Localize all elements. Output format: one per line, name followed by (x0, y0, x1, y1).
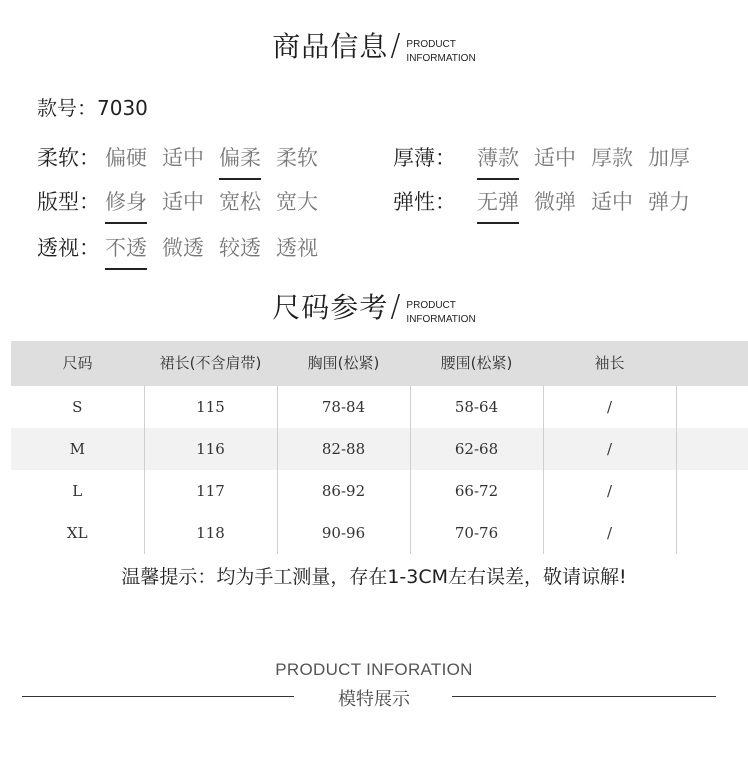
cell-waist: 58-64 (410, 386, 543, 428)
cell-size: M (11, 428, 144, 470)
cell-bust: 78-84 (277, 386, 410, 428)
product-info-heading (0, 24, 748, 66)
col-header-empty (676, 341, 748, 386)
cell-empty (676, 428, 748, 470)
col-header-bust: 胸围(松紧) (277, 341, 410, 386)
attr-option: 宽大 (276, 190, 318, 214)
attr-option-selected: 无弹 (477, 186, 519, 216)
title-slash: / (390, 288, 401, 324)
product-info-title: 商品信息 (272, 30, 389, 63)
cell-empty (676, 512, 748, 554)
attr-option-selected: 薄款 (477, 142, 519, 172)
table-row (11, 470, 748, 512)
cell-sleeve: / (543, 512, 676, 554)
cell-bust: 82-88 (277, 428, 410, 470)
attr-option: 微弹 (534, 190, 576, 214)
attr-option-selected: 偏柔 (219, 142, 261, 172)
col-header-waist: 腰围(松紧) (410, 341, 543, 386)
cell-empty (676, 386, 748, 428)
footer-title-en: PRODUCT INFORATION (275, 660, 473, 679)
attr-option: 弹力 (648, 190, 690, 214)
attr-option: 适中 (591, 190, 633, 214)
attr-softness (37, 142, 333, 182)
attr-option: 加厚 (648, 146, 690, 170)
attr-label: 弹性： (393, 190, 456, 214)
cell-sleeve: / (543, 428, 676, 470)
attr-option: 适中 (534, 146, 576, 170)
cell-sleeve: / (543, 470, 676, 512)
col-header-size: 尺码 (11, 341, 144, 386)
attr-label: 厚薄： (393, 146, 456, 170)
attr-option: 适中 (162, 190, 204, 214)
cell-bust: 86-92 (277, 470, 410, 512)
attr-thickness (393, 142, 705, 182)
attr-option: 宽松 (219, 190, 261, 214)
product-info-subtitle: PRODUCT INFORMATION (406, 39, 476, 64)
col-header-sleeve: 袖长 (543, 341, 676, 386)
cell-sleeve: / (543, 386, 676, 428)
measurement-tip: 温馨提示：均为手工测量，存在1-3CM左右误差，敬请谅解! (121, 566, 627, 588)
size-ref-title: 尺码参考 (272, 291, 389, 324)
attr-label: 柔软： (37, 146, 100, 170)
attr-option: 厚款 (591, 146, 633, 170)
size-table (11, 341, 748, 554)
cell-bust: 90-96 (277, 512, 410, 554)
cell-size: XL (11, 512, 144, 554)
title-slash: / (390, 27, 401, 63)
table-row (11, 428, 748, 470)
table-row (11, 512, 748, 554)
footer-divider-right (452, 696, 716, 697)
cell-waist: 70-76 (410, 512, 543, 554)
cell-length: 115 (144, 386, 277, 428)
size-ref-heading (0, 285, 748, 327)
attr-option: 适中 (162, 146, 204, 170)
attr-option: 较透 (219, 236, 261, 260)
attr-fit (37, 186, 333, 226)
cell-waist: 66-72 (410, 470, 543, 512)
attr-option: 微透 (162, 236, 204, 260)
attr-label: 透视： (37, 236, 100, 260)
cell-length: 117 (144, 470, 277, 512)
attr-elasticity (393, 186, 705, 226)
col-header-length: 裙长(不含肩带) (144, 341, 277, 386)
attr-option: 柔软 (276, 146, 318, 170)
attr-option: 透视 (276, 236, 318, 260)
footer-title-zh: 模特展示 (338, 689, 410, 710)
attr-option-selected: 修身 (105, 186, 147, 216)
attr-option-selected: 不透 (105, 232, 147, 262)
cell-size: S (11, 386, 144, 428)
style-number: 款号：7030 (37, 96, 148, 120)
size-ref-subtitle: PRODUCT INFORMATION (406, 300, 476, 325)
cell-size: L (11, 470, 144, 512)
table-row (11, 386, 748, 428)
attr-transparency (37, 232, 333, 272)
table-header-row (11, 341, 748, 386)
attr-option: 偏硬 (105, 146, 147, 170)
attr-label: 版型： (37, 190, 100, 214)
cell-length: 116 (144, 428, 277, 470)
cell-waist: 62-68 (410, 428, 543, 470)
cell-empty (676, 470, 748, 512)
cell-length: 118 (144, 512, 277, 554)
